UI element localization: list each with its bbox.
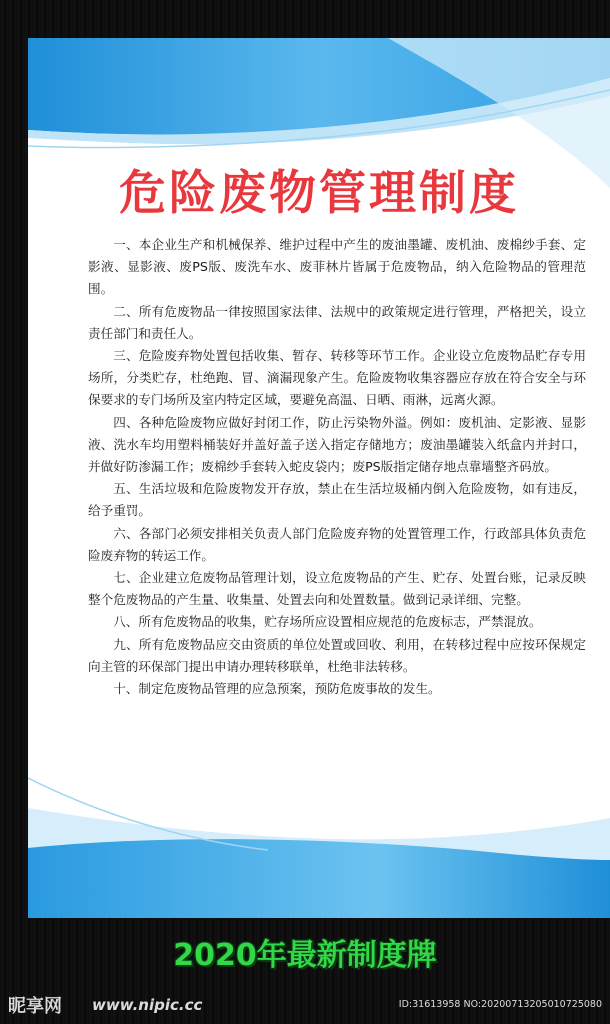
- rule-item: 三、危险废弃物处置包括收集、暂存、转移等环节工作。企业设立危废物品贮存专用场所，分类贮存，杜绝跑、冒、滴漏现象产生。危险废物收集容器应存放在符合安全与环保要求的专门场所及室内特定区域，要避免高温、日晒、雨淋，远离火源。: [88, 348, 586, 408]
- watermark-logo: 昵享网: [8, 996, 62, 1017]
- rule-item: 五、生活垃圾和危险废物发开存放，禁止在生活垃圾桶内倒入危险废物，如有违反，给予重罚。: [88, 481, 586, 519]
- rule-item: 八、所有危废物品的收集，贮存场所应设置相应规范的危废标志，严禁混放。: [113, 614, 542, 630]
- rule-item: 九、所有危废物品应交由资质的单位处置或回收、利用，在转移过程中应按环保规定向主管的环保部门提出申请办理转移联单，杜绝非法转移。: [88, 636, 586, 674]
- slogan-banner: 2020年最新制度牌: [173, 938, 437, 973]
- rules-list: [88, 234, 586, 700]
- page-title: 危险废物管理制度: [119, 166, 519, 221]
- rule-item: 十、制定危废物品管理的应急预案，预防危废事故的发生。: [113, 681, 441, 697]
- rule-item: 六、各部门必须安排相关负责人部门危险废弃物的处置管理工作，行政部具体负责危险废弃物的转运工作。: [88, 525, 586, 563]
- rule-item: 二、所有危废物品一律按照国家法律、法规中的政策规定进行管理，严格把关，设立责任部门和责任人。: [88, 303, 586, 341]
- watermark-id: ID:31613958 NO:20200713205010725080: [398, 999, 602, 1010]
- rule-item: 一、本企业生产和机械保养、维护过程中产生的废油墨罐、废机油、废棉纱手套、定影液、显影液、废PS版、废洗车水、废菲林片皆属于危废物品，纳入危险物品的管理范围。: [88, 237, 586, 297]
- rule-item: 七、企业建立危废物品管理计划，设立危废物品的产生、贮存、处置台账，记录反映整个危废物品的产生量、收集量、处置去向和处置数量。做到记录详细、完整。: [88, 570, 586, 608]
- sign-board: [28, 38, 610, 918]
- rule-item: 四、各种危险废物应做好封闭工作，防止污染物外溢。例如：废机油、定影液、显影液、洗水车均用塑料桶装好并盖好盖子送入指定存储地方；废油墨罐装入纸盒内并封口，并做好防渗漏工作；废棉纱手套转入蛇皮袋内；废PS版指定储存地点靠墙整齐码放。: [88, 414, 586, 475]
- watermark-url: www.nipic.cc: [92, 996, 203, 1014]
